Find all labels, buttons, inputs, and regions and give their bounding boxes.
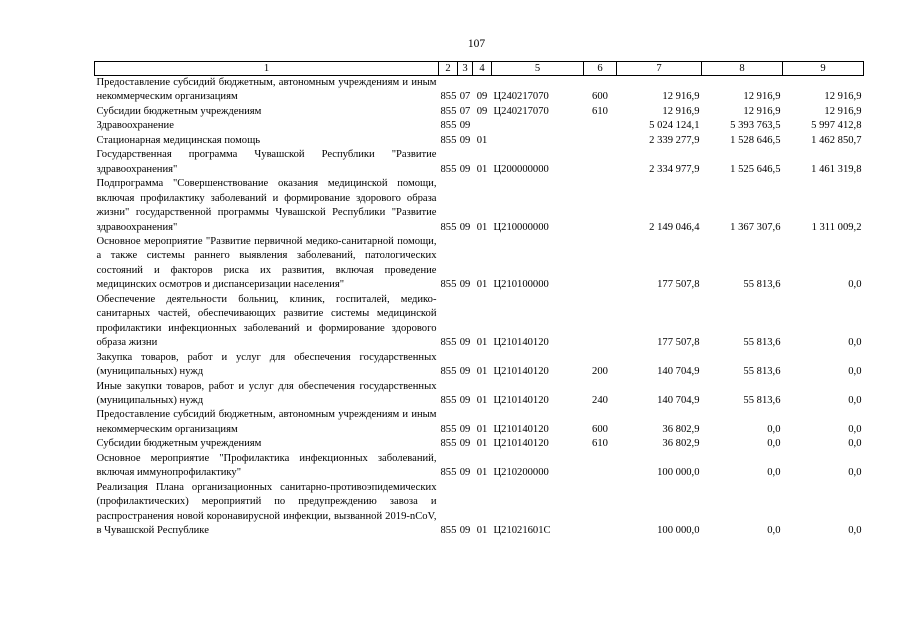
- cell-c3: 09: [459, 423, 471, 435]
- cell-c2: 855: [440, 423, 457, 435]
- cell-c5: Ц240217070: [493, 105, 549, 117]
- cell-c8: 0,0: [767, 438, 781, 450]
- cell-c2: 855: [440, 91, 457, 103]
- row-name-cell: Субсидии бюджетным учреждениям: [96, 105, 262, 117]
- column-header: 7: [617, 62, 702, 76]
- cell-c6: [584, 134, 617, 148]
- cell-c4: 09: [476, 91, 488, 103]
- column-header: 8: [702, 62, 783, 76]
- cell-c9: 1 461 319,8: [811, 163, 862, 175]
- cell-c9: 12 916,9: [824, 105, 862, 117]
- cell-c3: 09: [459, 467, 471, 479]
- column-header: 2: [439, 62, 458, 76]
- cell-c7: 12 916,9: [662, 91, 700, 103]
- cell-c7: 177 507,8: [657, 337, 700, 349]
- cell-c7: 36 802,9: [662, 438, 700, 450]
- table-row: [95, 134, 864, 148]
- cell-c5: Ц210000000: [493, 221, 549, 233]
- table-row: [95, 380, 864, 409]
- cell-c5: [492, 134, 584, 148]
- cell-c2: 855: [440, 525, 457, 537]
- cell-c5: Ц210140120: [493, 438, 549, 450]
- row-name-cell: Субсидии бюджетным учреждениям: [96, 438, 262, 450]
- column-header: 9: [783, 62, 864, 76]
- column-header: 6: [584, 62, 617, 76]
- table-row: [95, 235, 864, 293]
- cell-c2: 855: [440, 163, 457, 175]
- cell-c7: 177 507,8: [657, 279, 700, 291]
- cell-c3: 09: [459, 163, 471, 175]
- budget-table: [94, 61, 864, 539]
- cell-c8: 1 525 646,5: [730, 163, 781, 175]
- row-name-cell: Обеспечение деятельности больниц, клиник, госпиталей, медико-санитарных частей, обеспечивающих развитие системы медицинской профилактики инфекционных заболеваний и формирование здорового образа жизни: [96, 293, 437, 349]
- cell-c3: 09: [459, 525, 471, 537]
- cell-c9: 1 462 850,7: [811, 134, 862, 146]
- cell-c3: 09: [459, 134, 471, 146]
- cell-c8: 55 813,6: [743, 394, 781, 406]
- table-row: [95, 76, 864, 105]
- table-row: [95, 148, 864, 177]
- table-row: [95, 177, 864, 235]
- cell-c9: 0,0: [848, 279, 862, 291]
- cell-c4: 01: [476, 134, 488, 146]
- cell-c6: 240: [592, 394, 608, 406]
- cell-c9: 5 997 412,8: [811, 120, 862, 132]
- table-body: [95, 76, 864, 539]
- cell-c3: 09: [459, 366, 471, 378]
- cell-c6: [584, 293, 617, 351]
- cell-c4: 01: [476, 337, 488, 349]
- cell-c6: 200: [592, 366, 608, 378]
- cell-c3: 09: [459, 120, 471, 132]
- cell-c2: 855: [440, 467, 457, 479]
- cell-c8: 1 367 307,6: [730, 221, 781, 233]
- cell-c8: 5 393 763,5: [730, 120, 781, 132]
- cell-c6: [584, 148, 617, 177]
- cell-c9: 0,0: [848, 366, 862, 378]
- cell-c4: 01: [476, 423, 488, 435]
- cell-c6: 610: [592, 438, 608, 450]
- cell-c9: 0,0: [848, 525, 862, 537]
- cell-c6: 610: [592, 105, 608, 117]
- cell-c2: 855: [440, 438, 457, 450]
- cell-c3: 09: [459, 221, 471, 233]
- cell-c4: 01: [476, 366, 488, 378]
- cell-c3: 09: [459, 394, 471, 406]
- cell-c7: 140 704,9: [657, 366, 700, 378]
- cell-c8: 0,0: [767, 423, 781, 435]
- row-name-cell: Основное мероприятие "Развитие первичной медико-санитарной помощи, а также системы раннего выявления заболеваний, патологических состояний и факторов риска их развития, включая проведение медицинских осмотров и диспансеризации населения": [96, 235, 437, 291]
- row-name-cell: Государственная программа Чувашской Республики "Развитие здравоохранения": [96, 149, 437, 175]
- cell-c7: 12 916,9: [662, 105, 700, 117]
- row-name-cell: Стационарная медицинская помощь: [96, 134, 261, 146]
- cell-c2: 855: [440, 366, 457, 378]
- cell-c8: 0,0: [767, 525, 781, 537]
- cell-c7: 5 024 124,1: [649, 120, 700, 132]
- column-header: 5: [492, 62, 584, 76]
- cell-c5: Ц210140120: [493, 366, 549, 378]
- cell-c6: 600: [592, 423, 608, 435]
- row-name-cell: Предоставление субсидий бюджетным, автономным учреждениям и иным некоммерческим организациям: [96, 409, 437, 435]
- column-header: 1: [95, 62, 439, 76]
- cell-c4: 01: [476, 394, 488, 406]
- cell-c7: 2 339 277,9: [649, 134, 700, 146]
- cell-c2: 855: [440, 394, 457, 406]
- cell-c9: 0,0: [848, 467, 862, 479]
- cell-c6: [584, 481, 617, 539]
- cell-c5: Ц210200000: [493, 467, 549, 479]
- cell-c9: 0,0: [848, 337, 862, 349]
- cell-c6: [584, 452, 617, 481]
- row-name-cell: Иные закупки товаров, работ и услуг для обеспечения государственных (муниципальных) нужд: [96, 380, 437, 406]
- cell-c3: 09: [459, 337, 471, 349]
- cell-c2: 855: [440, 279, 457, 291]
- cell-c8: 12 916,9: [743, 105, 781, 117]
- cell-c4: 01: [476, 525, 488, 537]
- cell-c2: 855: [440, 120, 457, 132]
- cell-c4: 01: [476, 467, 488, 479]
- cell-c6: [584, 177, 617, 235]
- table-row: [95, 119, 864, 133]
- cell-c5: Ц200000000: [493, 163, 549, 175]
- cell-c6: [584, 119, 617, 133]
- row-name-cell: Подпрограмма "Совершенствование оказания медицинской помощи, включая профилактику заболеваний и формирование здорового образа жизни" государственной программы Чувашской Республики "Развитие здравоохранения": [96, 178, 437, 233]
- column-header: 4: [473, 62, 492, 76]
- cell-c7: 100 000,0: [657, 525, 700, 537]
- cell-c5: Ц21021601С: [493, 525, 551, 537]
- cell-c5: Ц210140120: [493, 394, 549, 406]
- cell-c3: 09: [459, 438, 471, 450]
- cell-c6: 600: [592, 91, 608, 103]
- row-name-cell: Закупка товаров, работ и услуг для обеспечения государственных (муниципальных) нужд: [96, 351, 437, 378]
- cell-c8: 55 813,6: [743, 279, 781, 291]
- cell-c5: [492, 119, 584, 133]
- table-row: [95, 437, 864, 451]
- cell-c7: 100 000,0: [657, 467, 700, 479]
- table-row: [95, 481, 864, 539]
- cell-c8: 1 528 646,5: [730, 134, 781, 146]
- cell-c9: 0,0: [848, 438, 862, 450]
- cell-c8: 55 813,6: [743, 337, 781, 349]
- table-row: [95, 351, 864, 380]
- cell-c2: 855: [440, 337, 457, 349]
- cell-c3: 09: [459, 279, 471, 291]
- cell-c3: 07: [459, 91, 471, 103]
- cell-c9: 1 311 009,2: [811, 221, 862, 233]
- cell-c9: 12 916,9: [824, 91, 862, 103]
- cell-c2: 855: [440, 134, 457, 146]
- cell-c2: 855: [440, 221, 457, 233]
- cell-c4: 01: [476, 279, 488, 291]
- cell-c2: 855: [440, 105, 457, 117]
- cell-c5: Ц210100000: [493, 279, 549, 291]
- cell-c7: 140 704,9: [657, 394, 700, 406]
- column-header: 3: [458, 62, 473, 76]
- cell-c7: 2 149 046,4: [649, 221, 700, 233]
- cell-c8: 0,0: [767, 467, 781, 479]
- table-row: [95, 293, 864, 351]
- cell-c4: 01: [476, 221, 488, 233]
- row-name-cell: Реализация Плана организационных санитарно-противоэпидемических (профилактических) мероприятий по предупреждению завоза и распространения новой коронавирусной инфекции, вызванной 2019-nCoV, в Чувашской Республике: [96, 481, 437, 537]
- cell-c7: 2 334 977,9: [649, 163, 700, 175]
- cell-c6: [584, 235, 617, 293]
- row-name-cell: Предоставление субсидий бюджетным, автономным учреждениям и иным некоммерческим организациям: [96, 77, 437, 103]
- cell-c4: 01: [476, 438, 488, 450]
- cell-c4: 09: [476, 105, 488, 117]
- page-number: 107: [467, 38, 486, 50]
- cell-c4: 01: [476, 163, 488, 175]
- cell-c3: 07: [459, 105, 471, 117]
- cell-c5: Ц210140120: [493, 337, 549, 349]
- table-row: [95, 408, 864, 437]
- table-row: [95, 105, 864, 119]
- table-row: [95, 452, 864, 481]
- cell-c4: [473, 119, 492, 133]
- row-name-cell: Здравоохранение: [96, 120, 174, 132]
- cell-c9: 0,0: [848, 423, 862, 435]
- table-header-row: [95, 62, 864, 76]
- row-name-cell: Основное мероприятие "Профилактика инфекционных заболеваний, включая иммунопрофилактику": [96, 452, 437, 479]
- cell-c5: Ц240217070: [493, 91, 549, 103]
- cell-c8: 12 916,9: [743, 91, 781, 103]
- cell-c9: 0,0: [848, 394, 862, 406]
- cell-c5: Ц210140120: [493, 423, 549, 435]
- cell-c7: 36 802,9: [662, 423, 700, 435]
- cell-c8: 55 813,6: [743, 366, 781, 378]
